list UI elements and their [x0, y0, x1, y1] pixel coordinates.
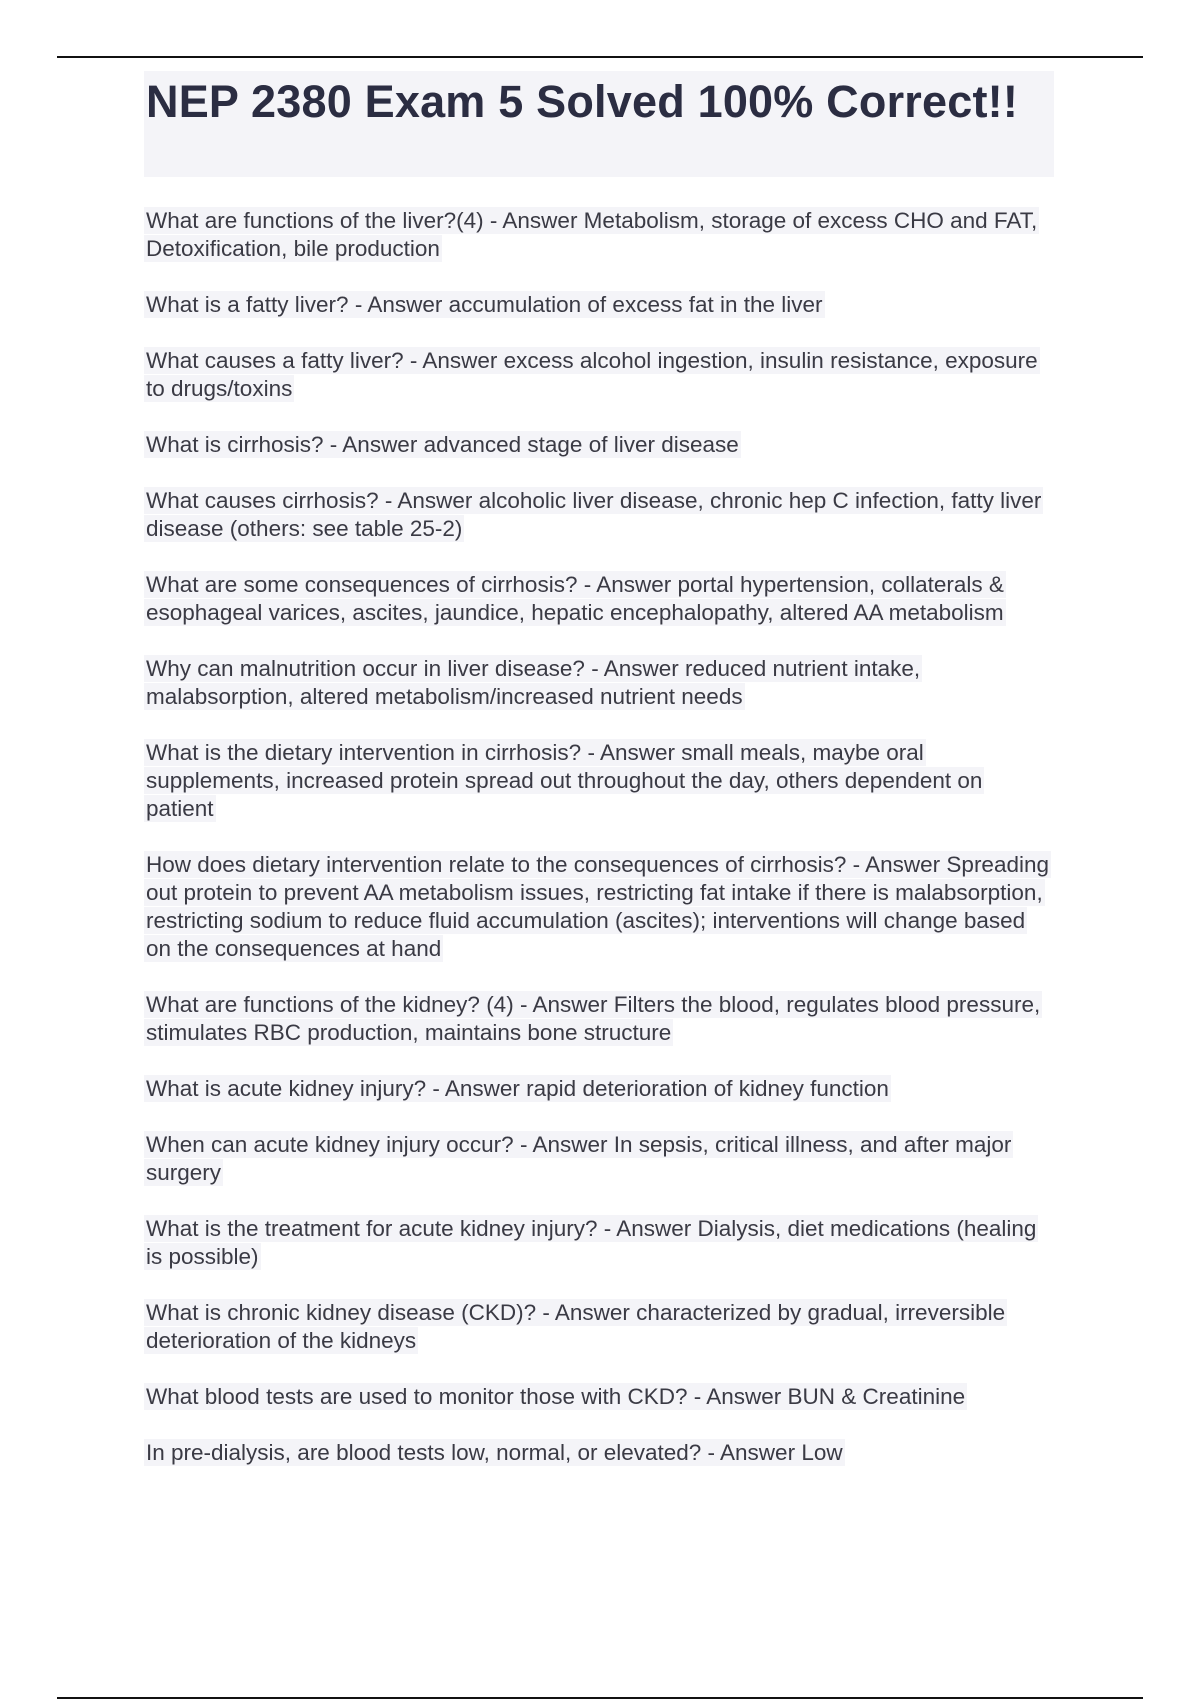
top-rule	[57, 56, 1143, 58]
qa-item: What is cirrhosis? - Answer advanced stage of liver disease	[146, 432, 739, 457]
qa-item: What are some consequences of cirrhosis? - Answer portal hypertension, collaterals & esophageal varices, ascites, jaundice, hepatic encephalopathy, altered AA metabolism	[146, 572, 1004, 625]
qa-item: What are functions of the liver?(4) - Answer Metabolism, storage of excess CHO and FAT, Detoxification, bile production	[146, 208, 1038, 261]
qa-item: In pre-dialysis, are blood tests low, normal, or elevated? - Answer Low	[146, 1440, 843, 1465]
qa-item: What causes a fatty liver? - Answer excess alcohol ingestion, insulin resistance, exposure to drugs/toxins	[146, 348, 1038, 401]
qa-item: Why can malnutrition occur in liver disease? - Answer reduced nutrient intake, malabsorption, altered metabolism/increased nutrient needs	[146, 656, 921, 709]
qa-item: When can acute kidney injury occur? - Answer In sepsis, critical illness, and after major surgery	[146, 1132, 1012, 1185]
bottom-rule	[57, 1697, 1143, 1699]
qa-item: What is a fatty liver? - Answer accumulation of excess fat in the liver	[146, 292, 823, 317]
title-block	[144, 71, 1054, 177]
qa-item: What is the treatment for acute kidney injury? - Answer Dialysis, diet medications (healing is possible)	[146, 1216, 1037, 1269]
qa-list	[144, 207, 1054, 1467]
document-body	[144, 71, 1054, 1495]
qa-item: What blood tests are used to monitor those with CKD? - Answer BUN & Creatinine	[146, 1384, 966, 1409]
qa-item: What is acute kidney injury? - Answer rapid deterioration of kidney function	[146, 1076, 889, 1101]
qa-item: What is chronic kidney disease (CKD)? - Answer characterized by gradual, irreversible deterioration of the kidneys	[146, 1300, 1006, 1353]
qa-item: What is the dietary intervention in cirrhosis? - Answer small meals, maybe oral supplements, increased protein spread out throughout the day, others dependent on patient	[146, 740, 983, 821]
page-title: NEP 2380 Exam 5 Solved 100% Correct!!	[146, 76, 1019, 127]
qa-item: What are functions of the kidney? (4) - Answer Filters the blood, regulates blood pressure, stimulates RBC production, maintains bone structure	[146, 992, 1041, 1045]
qa-item: What causes cirrhosis? - Answer alcoholic liver disease, chronic hep C infection, fatty liver disease (others: see table 25-2)	[146, 488, 1042, 541]
qa-item: How does dietary intervention relate to the consequences of cirrhosis? - Answer Spreading out protein to prevent AA metabolism issues, restricting fat intake if there is malabsorption, restricting sodium to reduce fluid accumulation (ascites); interventions will change based on the consequences at hand	[146, 852, 1049, 961]
